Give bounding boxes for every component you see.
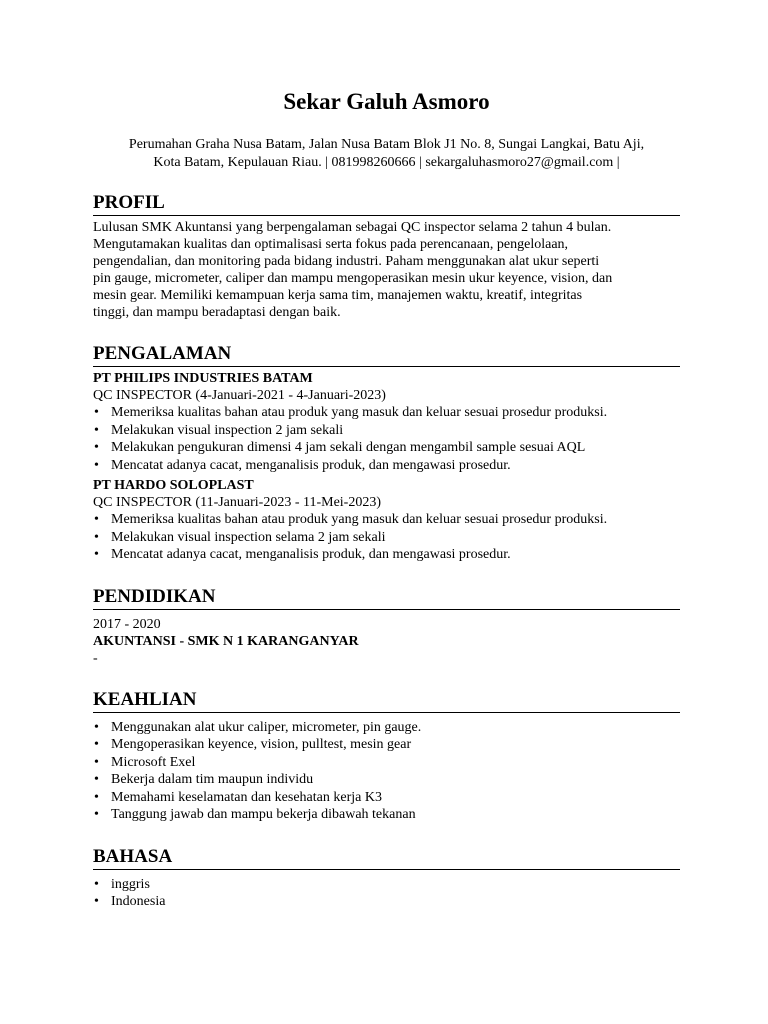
section-title-pengalaman: PENGALAMAN: [93, 343, 680, 367]
profile-line: Lulusan SMK Akuntansi yang berpengalaman sebagai QC inspector selama 2 tahun 4 bulan.: [93, 220, 612, 235]
job-entry: [93, 370, 680, 474]
list-item: • Tanggung jawab dan mampu bekerja dibawah tekanan: [93, 806, 680, 824]
skills-list: [93, 719, 680, 824]
job-role: QC INSPECTOR (4-Januari-2021 - 4-Januari-2023): [93, 388, 386, 403]
profile-summary: [93, 219, 680, 321]
section-bahasa: [93, 846, 680, 911]
profile-line: pin gauge, micrometer, caliper dan mampu mengoperasikan mesin ukur keyence, vision, dan: [93, 271, 613, 286]
list-item: • Mencatat adanya cacat, menganalisis produk, dan mengawasi prosedur.: [93, 546, 680, 564]
job-task-list: [93, 511, 680, 564]
job-role: QC INSPECTOR (11-Januari-2023 - 11-Mei-2023): [93, 495, 382, 510]
list-item: • Menggunakan alat ukur caliper, micrometer, pin gauge.: [93, 719, 680, 737]
section-title-bahasa: BAHASA: [93, 846, 680, 870]
section-pengalaman: [93, 343, 680, 564]
education-program: AKUNTANSI - SMK N 1 KARANGANYAR: [93, 633, 359, 649]
list-item: • Memeriksa kualitas bahan atau produk yang masuk dan keluar sesuai prosedur produksi.: [93, 404, 680, 422]
contact-info: [89, 136, 684, 172]
list-item: • Melakukan visual inspection 2 jam sekali: [93, 422, 680, 440]
section-title-profil: PROFIL: [93, 192, 680, 216]
profile-line: pengendalian, dan monitoring pada bidang industri. Paham menggunakan alat ukur seperti: [93, 254, 600, 269]
list-item: • Melakukan pengukuran dimensi 4 jam sekali dengan mengambil sample sesuai AQL: [93, 439, 680, 457]
job-entry: [93, 477, 680, 564]
list-item: • Microsoft Exel: [93, 754, 680, 772]
list-item: • Mencatat adanya cacat, menganalisis produk, dan mengawasi prosedur.: [93, 457, 680, 475]
list-item: • Memeriksa kualitas bahan atau produk yang masuk dan keluar sesuai prosedur produksi.: [93, 511, 680, 529]
list-item: • Melakukan visual inspection selama 2 jam sekali: [93, 529, 680, 547]
job-company: PT HARDO SOLOPLAST: [93, 478, 254, 493]
applicant-name: Sekar Galuh Asmoro: [283, 89, 490, 114]
list-item: • Memahami keselamatan dan kesehatan kerja K3: [93, 789, 680, 807]
contact-line: Kota Batam, Kepulauan Riau. | 081998260666 | sekargaluhasmoro27@gmail.com |: [153, 155, 620, 170]
section-pendidikan: [93, 586, 680, 667]
contact-line: Perumahan Graha Nusa Batam, Jalan Nusa Batam Blok J1 No. 8, Sungai Langkai, Batu Aji,: [128, 137, 645, 152]
list-item: • inggris: [93, 876, 680, 894]
job-task-list: [93, 404, 680, 474]
profile-line: Mengutamakan kualitas dan optimalisasi serta fokus pada perencanaan, pengelolaan,: [93, 237, 569, 252]
list-item: • Mengoperasikan keyence, vision, pulltest, mesin gear: [93, 736, 680, 754]
section-profil: [93, 192, 680, 321]
section-title-pendidikan: PENDIDIKAN: [93, 586, 680, 610]
job-company: PT PHILIPS INDUSTRIES BATAM: [93, 371, 313, 386]
section-keahlian: [93, 689, 680, 824]
profile-line: mesin gear. Memiliki kemampuan kerja sama tim, manajemen waktu, kreatif, integritas: [93, 288, 583, 303]
education-extra: -: [93, 650, 98, 666]
profile-line: tinggi, dan mampu beradaptasi dengan baik.: [93, 305, 341, 320]
section-title-keahlian: KEAHLIAN: [93, 689, 680, 713]
list-item: • Indonesia: [93, 893, 680, 911]
languages-list: [93, 876, 680, 911]
education-years: 2017 - 2020: [93, 616, 161, 632]
list-item: • Bekerja dalam tim maupun individu: [93, 771, 680, 789]
